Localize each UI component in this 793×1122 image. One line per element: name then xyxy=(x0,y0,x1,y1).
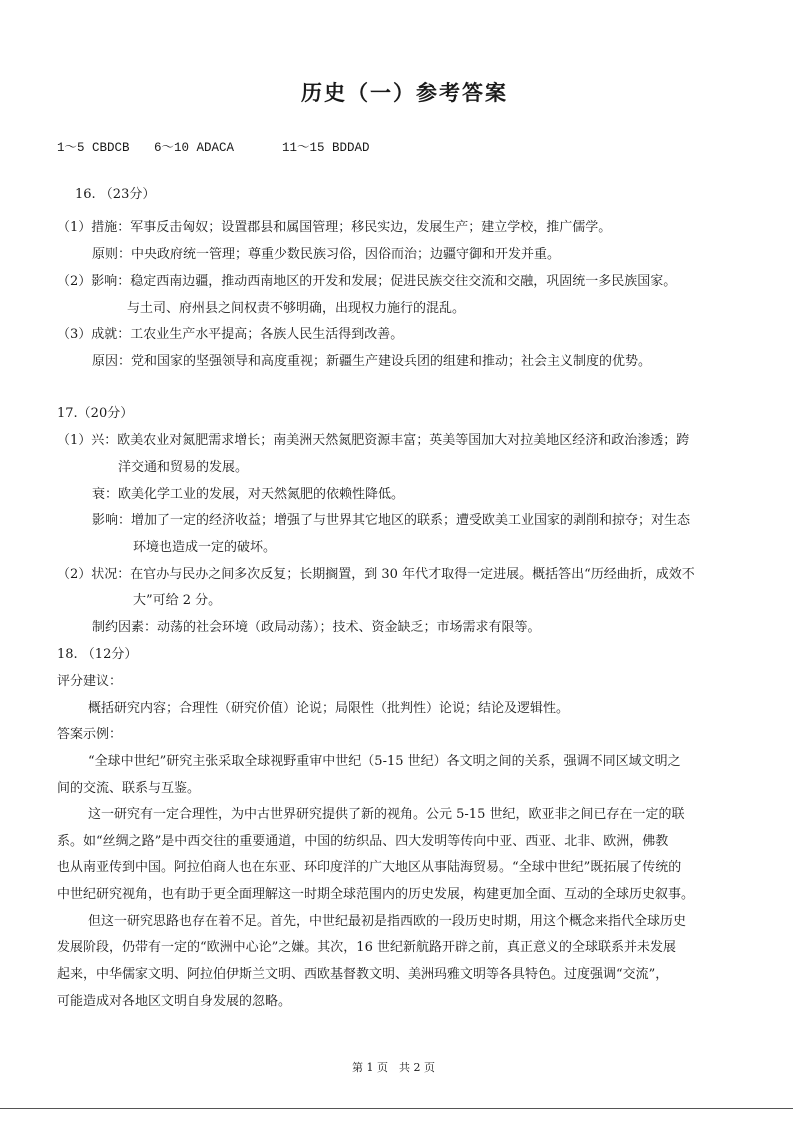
choice-answers-11-15: 11～15 BDDAD xyxy=(282,141,370,155)
q18-para3-line4: 可能造成对各地区文明自身发展的忽略。 xyxy=(57,994,292,1009)
q16-part1-principles: 原则：中央政府统一管理；尊重少数民族习俗，因俗而治；边疆守御和开发并重。 xyxy=(92,247,561,262)
choice-answers-1-5: 1～5 CBDCB xyxy=(57,141,130,155)
q18-para2-line2: 系。如“丝绸之路”是中西交往的重要通道，中国的纺织品、四大发明等传向中亚、西亚、北非、欧洲，佛教 xyxy=(57,834,669,849)
q18-para1-line2: 间的交流、联系与互鉴。 xyxy=(57,781,201,796)
q18-para2-line4: 中世纪研究视角，也有助于更全面理解这一时期全球范围内的历史发展，构建更加全面、互动的全球历史叙事。 xyxy=(57,887,695,902)
page-footer: 第 1 页 共 2 页 xyxy=(352,1061,435,1074)
q18-scoring-label: 评分建议： xyxy=(57,674,123,689)
q17-part1-impact-line2: 环境也造成一定的破坏。 xyxy=(133,540,277,555)
q17-part1-rise-line1: （1）兴：欧美农业对氮肥需求增长；南美洲天然氮肥资源丰富；英美等国加大对拉美地区经济和政治渗透；跨 xyxy=(57,433,690,448)
q17-part1-rise-line2: 洋交通和贸易的发展。 xyxy=(118,460,249,475)
q17-part1-decline: 衰：欧美化学工业的发展，对天然氮肥的依赖性降低。 xyxy=(92,487,405,502)
q17-part2-status-line1: （2）状况：在官办与民办之间多次反复；长期搁置，到 30 年代才取得一定进展。概括答出“历经曲折，成效不 xyxy=(57,567,695,582)
q18-para3-line2: 发展阶段，仍带有一定的“欧洲中心论”之嫌。其次，16 世纪新航路开辟之前，真正意义的全球联系并未发展 xyxy=(57,940,676,955)
q18-para1-line1: “全球中世纪”研究主张采取全球视野重审中世纪（5-15 世纪）各文明之间的关系，强调不同区域文明之 xyxy=(88,754,681,769)
q18-para2-line3: 也从南亚传到中国。阿拉伯商人也在东亚、环印度洋的广大地区从事陆海贸易。“全球中世纪”既拓展了传统的 xyxy=(57,860,682,875)
q18-para3-line3: 起来，中华儒家文明、阿拉伯伊斯兰文明、西欧基督教文明、美洲玛雅文明等各具特色。过度强调“交流”， xyxy=(57,967,669,982)
q16-part3-reasons: 原因：党和国家的坚强领导和高度重视；新疆生产建设兵团的组建和推动；社会主义制度的优势。 xyxy=(92,354,652,369)
choice-answers-6-10: 6～10 ADACA xyxy=(154,141,235,155)
q17-part2-factors: 制约因素：动荡的社会环境（政局动荡）；技术、资金缺乏；市场需求有限等。 xyxy=(92,620,541,635)
q16-header: 16. （23分） xyxy=(75,187,156,202)
q16-part1-measures: （1）措施：军事反击匈奴；设置郡县和属国管理；移民实边，发展生产；建立学校，推广儒学。 xyxy=(57,220,612,235)
q17-part2-status-line2: 大”可给 2 分。 xyxy=(133,593,222,608)
q17-header: 17.（20分） xyxy=(57,406,134,421)
q16-part2-impact-continued: 与土司、府州县之间权责不够明确，出现权力施行的混乱。 xyxy=(127,301,466,316)
q18-para3-line1: 但这一研究思路也存在着不足。首先，中世纪最初是指西欧的一段历史时期，用这个概念来指代全球历史 xyxy=(88,914,687,929)
page-title: 历史（一）参考答案 xyxy=(301,81,508,105)
q17-part1-impact-line1: 影响：增加了一定的经济收益；增强了与世界其它地区的联系；遭受欧美工业国家的剥削和掠夺；对生态 xyxy=(92,513,691,528)
q18-header: 18. （12分） xyxy=(57,647,138,662)
q16-part2-impact: （2）影响：稳定西南边疆，推动西南地区的开发和发展；促进民族交往交流和交融，巩固统一多民族国家。 xyxy=(57,274,677,289)
bottom-divider xyxy=(0,1108,793,1109)
q18-example-label: 答案示例： xyxy=(57,727,123,742)
q16-part3-results: （3）成就：工农业生产水平提高；各族人民生活得到改善。 xyxy=(57,327,404,342)
q18-para2-line1: 这一研究有一定合理性，为中古世界研究提供了新的视角。公元 5-15 世纪，欧亚非之间已存在一定的联 xyxy=(88,807,685,822)
q18-scoring-text: 概括研究内容；合理性（研究价值）论说；局限性（批判性）论说；结论及逻辑性。 xyxy=(88,701,570,716)
